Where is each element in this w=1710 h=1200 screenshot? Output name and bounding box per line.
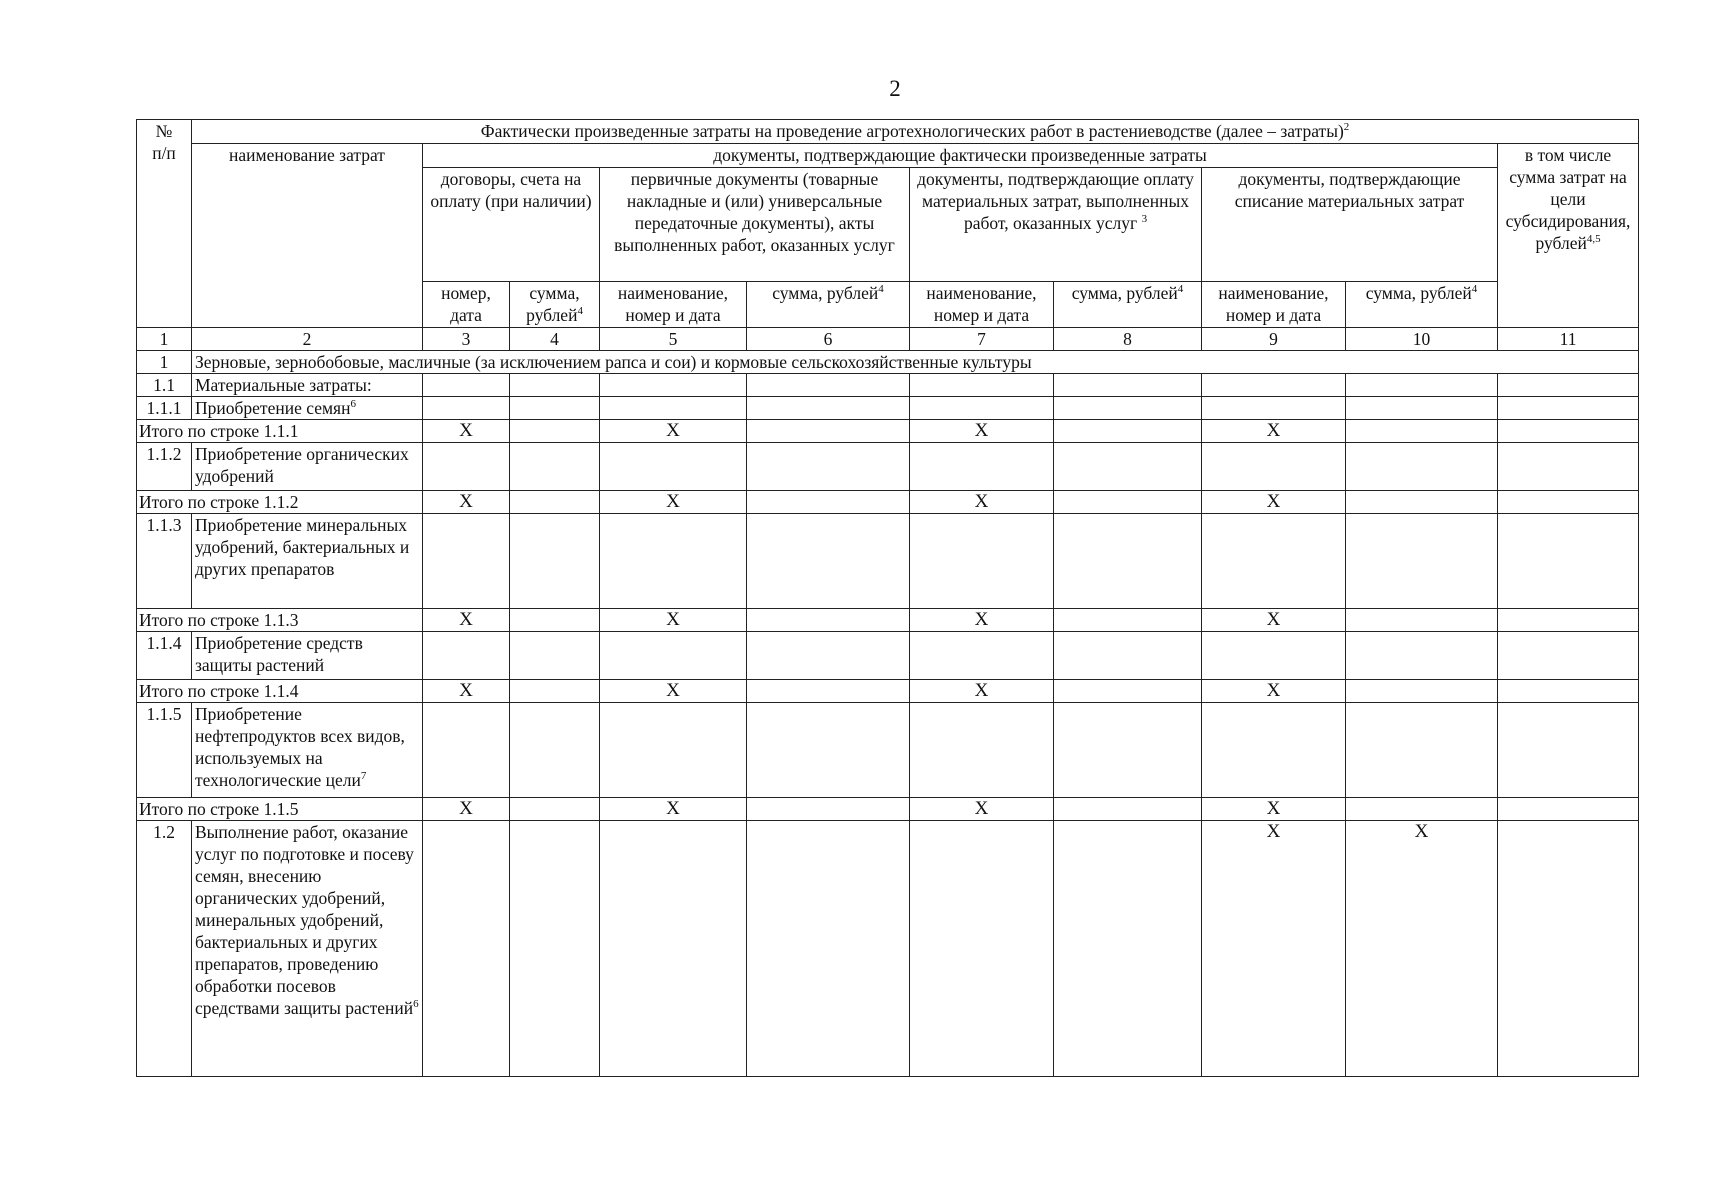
header-num-date: номер, дата [423, 282, 510, 328]
total-row [137, 680, 1639, 703]
header-contracts: договоры, счета на оплату (при наличии) [423, 168, 600, 282]
total-label: Итого по строке 1.1.2 [137, 491, 423, 514]
x-mark: Х [910, 798, 1054, 821]
incl-sum-text: в том числе сумма затрат на цели субсидирования, рублей [1505, 145, 1631, 253]
row-name [192, 821, 423, 1077]
row-num: 1.2 [137, 821, 192, 1077]
header-contract-sum [510, 282, 600, 328]
column-number: 9 [1202, 328, 1346, 351]
row-name [192, 397, 423, 420]
total-row [137, 491, 1639, 514]
total-row [137, 609, 1639, 632]
x-mark: Х [423, 491, 510, 514]
x-mark: Х [423, 609, 510, 632]
total-label: Итого по строке 1.1.5 [137, 798, 423, 821]
writeoff-sum-sup: 4 [1471, 283, 1478, 296]
header-docs-group: документы, подтверждающие фактически произведенные затраты [423, 144, 1498, 168]
column-number: 8 [1054, 328, 1202, 351]
total-label: Итого по строке 1.1.4 [137, 680, 423, 703]
header-primary-sum [747, 282, 910, 328]
total-label: Итого по строке 1.1.3 [137, 609, 423, 632]
x-mark: Х [1202, 680, 1346, 703]
primary-sum-sup: 4 [878, 283, 884, 296]
header-primary-name: наименование, номер и дата [600, 282, 747, 328]
row-num: 1.1.3 [137, 514, 192, 609]
x-mark: Х [1346, 821, 1498, 1077]
table-row [137, 397, 1639, 420]
section-row [137, 351, 1639, 374]
x-mark: Х [1202, 798, 1346, 821]
header-no-sub: п/п [152, 143, 176, 163]
header-payment-docs [910, 168, 1202, 282]
row-name: Приобретение минеральных удобрений, бактериальных и других препаратов [192, 514, 423, 609]
x-mark: Х [910, 420, 1054, 443]
row-num: 1.1.5 [137, 703, 192, 798]
row-name [192, 703, 423, 798]
column-number: 5 [600, 328, 747, 351]
x-mark: Х [600, 420, 747, 443]
contract-sum-text: сумма, рублей [526, 283, 580, 325]
table-row [137, 632, 1639, 680]
row-name: Приобретение средств защиты растений [192, 632, 423, 680]
cost-table [136, 119, 1639, 1077]
x-mark: Х [423, 798, 510, 821]
column-numbers-row [137, 328, 1639, 351]
x-mark: Х [600, 680, 747, 703]
column-number: 4 [510, 328, 600, 351]
row-name-text: Выполнение работ, оказание услуг по подготовке и посеву семян, внесению органических удобрений, минеральных удобрений, бактериальных и других препаратов, проведению обработки посевов средствами защиты растений [195, 822, 414, 1018]
total-row [137, 420, 1639, 443]
table-row [137, 821, 1639, 1077]
main-title-sup: 2 [1343, 121, 1350, 134]
row-num: 1.1.2 [137, 443, 192, 491]
x-mark: Х [600, 491, 747, 514]
payment-sum-text: сумма, рублей [1071, 283, 1178, 303]
payment-docs-text: документы, подтверждающие оплату материальных затрат, выполненных работ, оказанных услуг [917, 169, 1194, 233]
incl-sum-sup: 4,5 [1586, 233, 1601, 246]
page-number: 2 [889, 76, 901, 101]
x-mark: Х [1202, 420, 1346, 443]
row-name: Материальные затраты: [192, 374, 423, 397]
x-mark: Х [910, 491, 1054, 514]
table-row [137, 374, 1639, 397]
row-name: Приобретение органических удобрений [192, 443, 423, 491]
header-writeoff-name: наименование, номер и дата [1202, 282, 1346, 328]
header-main-title [192, 120, 1639, 144]
primary-sum-text: сумма, рублей [772, 283, 879, 303]
main-title-text: Фактически произведенные затраты на проведение агротехнологических работ в растениеводстве (далее – затраты) [480, 121, 1344, 141]
row-name-text: Приобретение семян [195, 398, 351, 418]
header-payment-name: наименование, номер и дата [910, 282, 1054, 328]
x-mark: Х [1202, 821, 1346, 1077]
header-payment-sum [1054, 282, 1202, 328]
x-mark: Х [423, 420, 510, 443]
column-number: 10 [1346, 328, 1498, 351]
row-num: 1.1.1 [137, 397, 192, 420]
x-mark: Х [910, 609, 1054, 632]
row-num: 1.1.4 [137, 632, 192, 680]
column-number: 1 [137, 328, 192, 351]
column-number: 6 [747, 328, 910, 351]
row-num: 1.1 [137, 374, 192, 397]
x-mark: Х [910, 680, 1054, 703]
column-number: 2 [192, 328, 423, 351]
x-mark: Х [1202, 609, 1346, 632]
row-name-sup: 7 [360, 770, 367, 783]
header-no [137, 120, 192, 328]
column-number: 11 [1498, 328, 1639, 351]
x-mark: Х [423, 680, 510, 703]
payment-sum-sup: 4 [1177, 283, 1184, 296]
contract-sum-sup: 4 [577, 305, 583, 318]
header-incl-sum [1498, 144, 1639, 328]
row-name-sup: 6 [350, 398, 356, 411]
column-number: 7 [910, 328, 1054, 351]
table-row [137, 443, 1639, 491]
header-cost-name: наименование затрат [192, 144, 423, 328]
total-label: Итого по строке 1.1.1 [137, 420, 423, 443]
section-num: 1 [137, 351, 192, 374]
header-writeoff-sum [1346, 282, 1498, 328]
total-row [137, 798, 1639, 821]
writeoff-sum-text: сумма, рублей [1365, 283, 1472, 303]
section-title: Зерновые, зернобобовые, масличные (за исключением рапса и сои) и кормовые сельскохозяйственные культуры [192, 351, 1639, 374]
table-row [137, 514, 1639, 609]
table-row [137, 703, 1639, 798]
x-mark: Х [1202, 491, 1346, 514]
x-mark: Х [600, 798, 747, 821]
header-no-label: № [155, 121, 173, 141]
payment-docs-sup: 3 [1141, 213, 1148, 226]
header-primary-docs: первичные документы (товарные накладные и (или) универсальные передаточные документы), акты выполненных работ, оказанных услуг [600, 168, 910, 282]
row-name-sup: 6 [413, 998, 419, 1011]
column-number: 3 [423, 328, 510, 351]
header-writeoff-docs: документы, подтверждающие списание материальных затрат [1202, 168, 1498, 282]
x-mark: Х [600, 609, 747, 632]
row-name-text: Приобретение нефтепродуктов всех видов, используемых на технологические цели [195, 704, 405, 790]
